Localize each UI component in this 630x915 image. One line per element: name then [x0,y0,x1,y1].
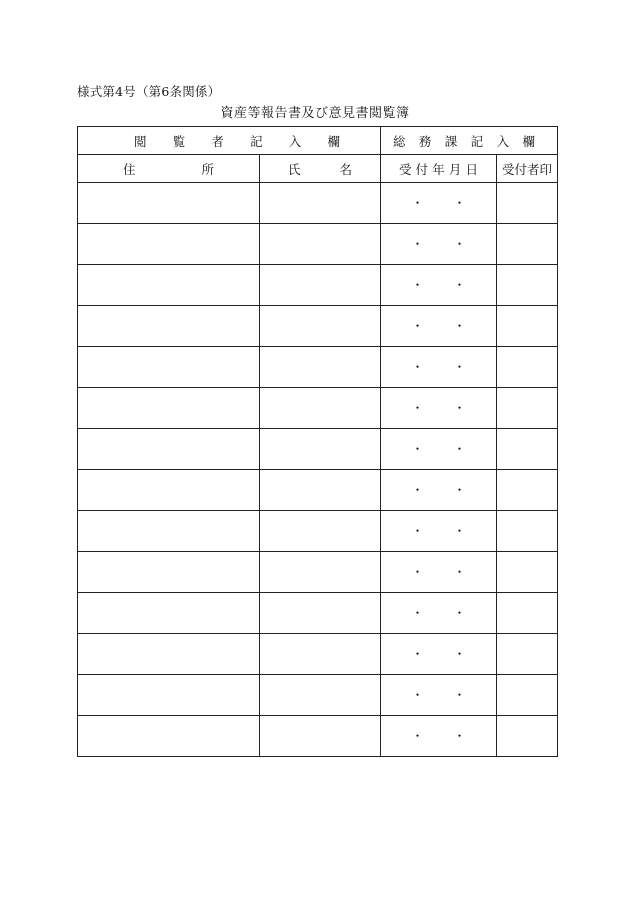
address-cell[interactable] [78,388,260,429]
date-separator: ・ [453,237,466,251]
date-separator: ・ [453,319,466,333]
date-separator: ・ [453,647,466,661]
date-separator: ・ [453,524,466,538]
document-title: 資産等報告書及び意見書閲覧簿 [220,106,410,121]
viewer-entry-label: 閲 覧 者 記 入 欄 [134,133,340,149]
column-header-row [78,155,558,183]
received-date-cell[interactable] [381,634,497,675]
date-separators [381,566,496,578]
received-date-cell[interactable] [381,511,497,552]
table-row [78,552,558,593]
table-row [78,224,558,265]
address-cell[interactable] [78,183,260,224]
table-row [78,347,558,388]
office-entry-label: 総 務 課 記 入 欄 [393,133,535,149]
date-separator: ・ [453,606,466,620]
office-entry-header [381,127,558,155]
received-date-cell[interactable] [381,306,497,347]
address-cell[interactable] [78,634,260,675]
date-separators [381,730,496,742]
inspection-register-table [77,126,558,757]
name-cell[interactable] [260,675,381,716]
receiver-seal-cell[interactable] [497,347,558,388]
receiver-seal-cell[interactable] [497,388,558,429]
form-number: 様式第4号（第6条関係） [77,84,221,99]
table-row [78,183,558,224]
name-cell[interactable] [260,347,381,388]
address-cell[interactable] [78,593,260,634]
date-separator: ・ [411,401,424,415]
date-separator: ・ [453,401,466,415]
date-separator: ・ [453,278,466,292]
date-separators [381,525,496,537]
received-date-cell[interactable] [381,675,497,716]
date-separator: ・ [411,278,424,292]
date-separators [381,689,496,701]
date-separator: ・ [411,237,424,251]
date-separators [381,443,496,455]
received-date-cell[interactable] [381,470,497,511]
name-cell[interactable] [260,265,381,306]
date-separator: ・ [411,647,424,661]
date-separator: ・ [453,729,466,743]
date-separator: ・ [411,729,424,743]
receiver-seal-cell[interactable] [497,470,558,511]
receiver-seal-cell[interactable] [497,306,558,347]
address-cell[interactable] [78,224,260,265]
date-separator: ・ [411,196,424,210]
date-separators [381,648,496,660]
date-separator: ・ [453,565,466,579]
date-separator: ・ [411,565,424,579]
table-row [78,511,558,552]
table-row [78,675,558,716]
receiver-seal-cell[interactable] [497,634,558,675]
name-cell[interactable] [260,470,381,511]
receiver-seal-cell[interactable] [497,511,558,552]
address-cell[interactable] [78,306,260,347]
receiver-seal-header: 受付者印 [497,155,558,183]
received-date-cell[interactable] [381,716,497,757]
viewer-entry-header [78,127,381,155]
name-cell[interactable] [260,552,381,593]
table-row [78,265,558,306]
name-cell[interactable] [260,183,381,224]
date-separators [381,238,496,250]
address-cell[interactable] [78,429,260,470]
received-date-cell[interactable] [381,552,497,593]
receiver-seal-cell[interactable] [497,593,558,634]
name-cell[interactable] [260,388,381,429]
date-separator: ・ [453,442,466,456]
table-row [78,388,558,429]
date-separators [381,320,496,332]
receiver-seal-cell[interactable] [497,183,558,224]
received-date-cell[interactable] [381,183,497,224]
date-separator: ・ [453,360,466,374]
address-cell[interactable] [78,675,260,716]
name-cell[interactable] [260,593,381,634]
address-cell[interactable] [78,265,260,306]
table-row [78,429,558,470]
table-row [78,306,558,347]
address-cell[interactable] [78,511,260,552]
date-separator: ・ [453,483,466,497]
date-separator: ・ [453,196,466,210]
name-cell[interactable] [260,716,381,757]
date-separators [381,279,496,291]
received-date-cell[interactable] [381,593,497,634]
name-cell[interactable] [260,634,381,675]
table-row [78,634,558,675]
name-cell[interactable] [260,429,381,470]
receiver-seal-cell[interactable] [497,429,558,470]
received-date-header: 受 付 年 月 日 [381,155,497,183]
name-cell[interactable] [260,511,381,552]
table-row [78,593,558,634]
date-separator: ・ [411,483,424,497]
name-header: 氏 名 [260,155,381,183]
name-cell[interactable] [260,224,381,265]
address-cell[interactable] [78,552,260,593]
address-cell[interactable] [78,470,260,511]
name-cell[interactable] [260,306,381,347]
received-date-cell[interactable] [381,429,497,470]
date-separators [381,607,496,619]
address-cell[interactable] [78,347,260,388]
table-row [78,470,558,511]
date-separator: ・ [411,360,424,374]
date-separator: ・ [411,442,424,456]
received-date-cell[interactable] [381,224,497,265]
address-header: 住 所 [78,155,260,183]
date-separators [381,484,496,496]
date-separators [381,402,496,414]
received-date-cell[interactable] [381,388,497,429]
date-separator: ・ [411,319,424,333]
date-separator: ・ [453,688,466,702]
receiver-seal-cell[interactable] [497,675,558,716]
group-header-row [78,127,558,155]
received-date-cell[interactable] [381,265,497,306]
receiver-seal-cell[interactable] [497,716,558,757]
date-separator: ・ [411,688,424,702]
address-cell[interactable] [78,716,260,757]
date-separator: ・ [411,606,424,620]
date-separators [381,361,496,373]
receiver-seal-cell[interactable] [497,224,558,265]
receiver-seal-cell[interactable] [497,265,558,306]
date-separator: ・ [411,524,424,538]
receiver-seal-cell[interactable] [497,552,558,593]
received-date-cell[interactable] [381,347,497,388]
date-separators [381,197,496,209]
table-row [78,716,558,757]
